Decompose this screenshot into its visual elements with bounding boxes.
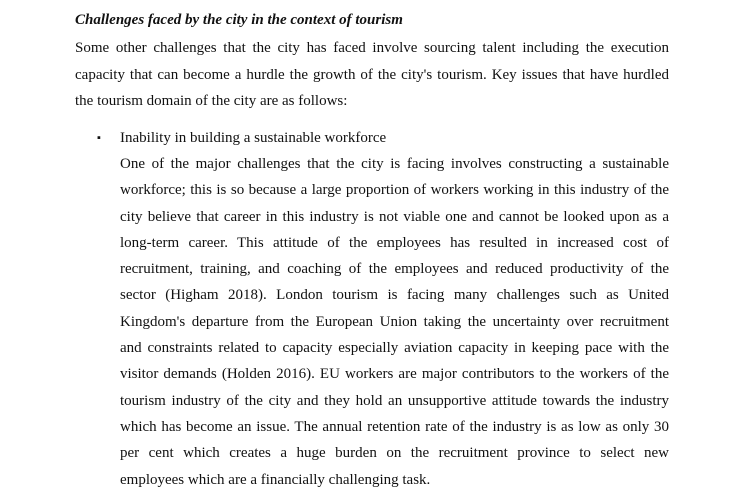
body-line: and constraints related to capacity especially aviation capacity in keeping pace with the (120, 340, 669, 357)
intro-line: Some other challenges that the city has faced involve sourcing talent including the execution (75, 40, 669, 56)
body-line: city believe that career in this industry is not viable one and cannot be looked upon as a (120, 208, 669, 225)
intro-line: capacity that can become a hurdle the growth of the city's tourism. Key issues that have hurdled (75, 66, 669, 83)
body-line: visitor demands (Holden 2016). EU workers are major contributors to the workers of the (120, 366, 669, 383)
body-line: One of the major challenges that the city is facing involves constructing a sustainable (120, 156, 669, 172)
body-line: recruitment, training, and coaching of the employees and reduced productivity of the (120, 261, 669, 278)
section-heading: Challenges faced by the city in the context of tourism (75, 12, 403, 28)
intro-paragraph (75, 35, 669, 115)
bullet-title: Inability in building a sustainable workforce (120, 130, 387, 146)
body-line: sector (Higham 2018). London tourism is facing many challenges such as United (120, 287, 669, 304)
body-line: per cent which creates a huge burden on the recruitment province to select new (120, 445, 669, 462)
body-line: Kingdom's departure from the European Union taking the uncertainty over recruitment (120, 313, 669, 330)
body-line: workforce; this is so because a large proportion of workers working in this industry of the (120, 182, 669, 199)
bullet-body-paragraph (120, 151, 669, 493)
body-line: which has become an issue. The annual retention rate of the industry is as low as only 30 (120, 418, 669, 435)
body-line: long-term career. This attitude of the employees has resulted in increased cost of (120, 234, 669, 251)
square-bullet-icon: ▪ (97, 132, 101, 144)
body-line: tourism industry of the city and they hold an unsupportive attitude towards the industry (120, 392, 669, 409)
intro-line: the tourism domain of the city are as follows: (75, 93, 348, 109)
body-line: employees which are a financially challenging task. (120, 471, 431, 488)
